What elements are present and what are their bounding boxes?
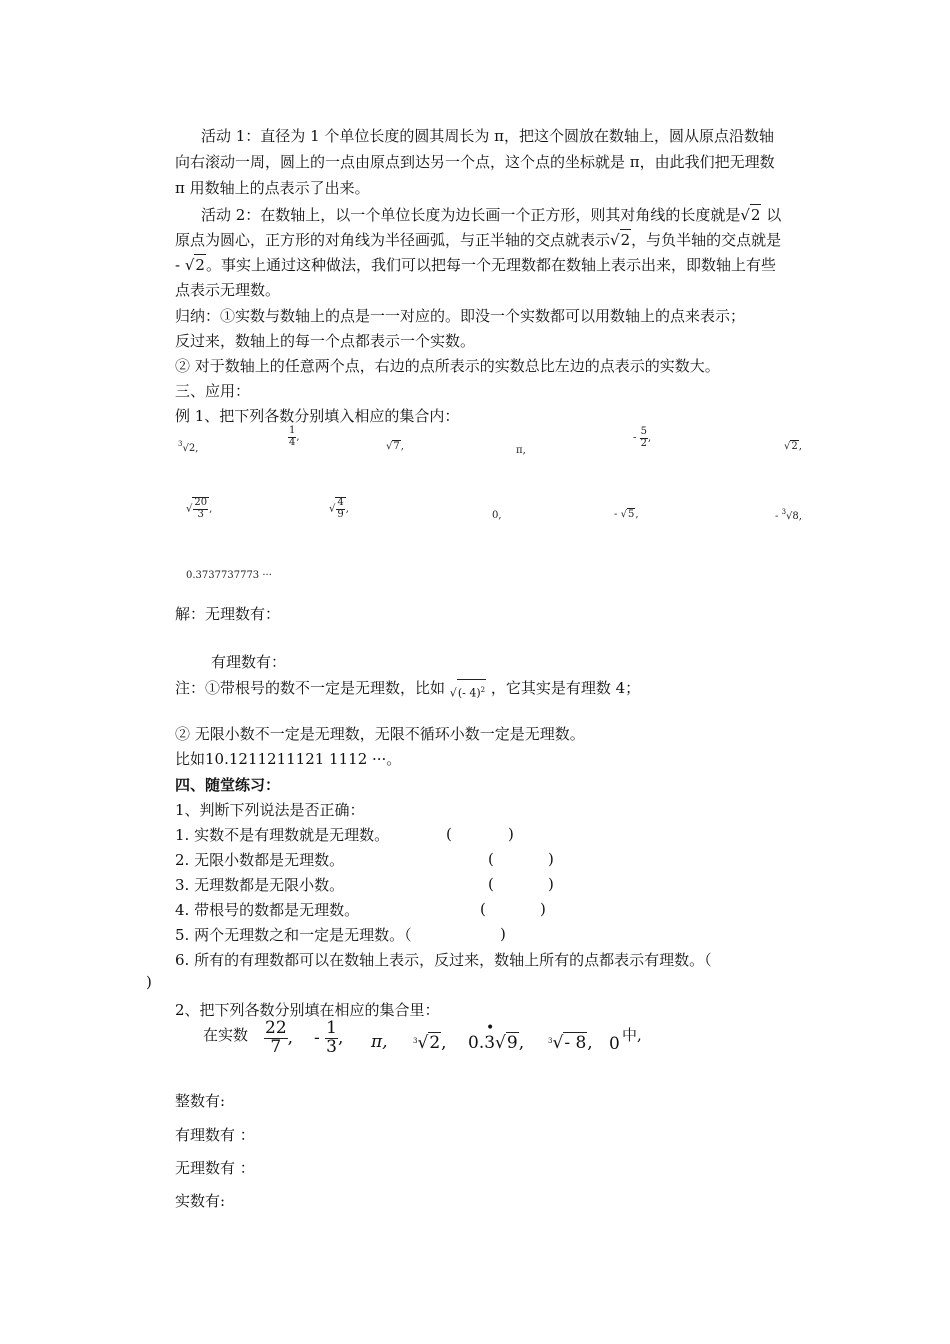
repeating-dot: • (486, 1020, 495, 1036)
question2: 2、把下列各数分别填在相应的集合里： (175, 1001, 440, 1019)
activity1-line3: π 用数轴上的点表示了出来。 (175, 179, 370, 197)
judge-item-2: 2. 无限小数都是无理数。 (175, 851, 345, 869)
number-cbrt2: $^3$√2, (178, 440, 199, 454)
solution-irrational: 解：无理数有： (175, 605, 281, 623)
judge-item-6: 6. 所有的有理数都可以在数轴上表示，反过来，数轴上所有的点都表示有理数。（ (175, 951, 712, 969)
judge-item-1: 1. 实数不是有理数就是无理数。 (175, 826, 390, 844)
answer-paren-open[interactable]: ( (488, 850, 494, 868)
activity2-line2: 原点为圆心，正方形的对角线为半径画弧，与正半轴的交点就表示√2，与负半轴的交点就是 (175, 231, 782, 249)
summary-line2: 反过来，数轴上的每一个点都表示一个实数。 (175, 332, 476, 350)
answer-paren-close[interactable]: ) (500, 925, 506, 943)
answer-reals: 实数有: (175, 1192, 226, 1210)
question2-intro: 在实数 (203, 1026, 249, 1044)
answer-paren-close[interactable]: ) (540, 900, 546, 918)
activity2-line4: 点表示无理数。 (175, 281, 281, 299)
section3-title: 三、应用： (175, 382, 251, 400)
solution-rational: 有理数有： (211, 653, 287, 671)
section4-title: 四、随堂练习： (175, 776, 281, 794)
answer-paren-open[interactable]: ( (480, 900, 486, 918)
answer-paren-close[interactable]: ) (508, 825, 514, 843)
judge-item-3: 3. 无理数都是无限小数。 (175, 876, 345, 894)
answer-paren-open[interactable]: ( (446, 825, 452, 843)
activity1-line1: 活动 1：直径为 1 个单位长度的圆其周长为 π，把这个圆放在数轴上，圆从原点沿数轴 (201, 127, 775, 145)
number-neg-cbrt8: - $^3$√8, (775, 508, 802, 522)
number-zero: 0, (492, 510, 502, 521)
answer-rationals: 有理数有 ： (175, 1126, 255, 1144)
number-neg-1-3: - $\frac{1}{3}$ , (314, 1018, 344, 1057)
number-sqrt-4-9: √ $\frac{4}{9}$ , (329, 497, 349, 520)
number-1-4: $\frac{1}{4}$ , (289, 425, 300, 448)
number-sqrt7: √7, (386, 441, 404, 452)
summary-line1: 归纳：①实数与数轴上的点是一一对应的。即没一个实数都可以用数轴上的点来表示； (175, 307, 746, 325)
number-22-7: $\frac{22}{7}$ , (265, 1018, 294, 1057)
answer-paren-close[interactable]: ) (548, 850, 554, 868)
activity1-line2: 向右滚动一周，圆上的一点由原点到达另一个点，这个点的坐标就是 π，由此我们把无理数 (175, 153, 775, 171)
number-repeating-decimal: 0.3√9, (468, 1033, 525, 1053)
number-sqrt-20-3: √ $\frac{20}{3}$ , (186, 497, 213, 520)
number-sqrt2: √2, (784, 441, 802, 452)
activity2-line3: - √2。事实上通过这种做法，我们可以把每一个无理数都在数轴上表示出来，即数轴上有些 (175, 256, 776, 274)
number-neg-5-2: - $\frac{5}{2}$ , (633, 426, 652, 449)
question2-tail: 中, (622, 1026, 642, 1044)
note2: ② 无限小数不一定是无理数，无限不循环小数一定是无理数。 (175, 725, 585, 743)
number-decimal: 0.3737737773 ··· (186, 570, 272, 581)
number-neg-sqrt5: - √5, (614, 509, 639, 520)
number-pi: π, (516, 445, 526, 456)
judge-item-4: 4. 带根号的数都是无理数。 (175, 901, 360, 919)
example1-text: 例 1、把下列各数分别填入相应的集合内： (175, 407, 460, 425)
answer-irrationals: 无理数有 ： (175, 1159, 255, 1177)
judge-item-5: 5. 两个无理数之和一定是无理数。（ (175, 926, 412, 944)
number-cbrt2: $^3$√2, (413, 1033, 447, 1053)
number-cbrt-neg8: $^3$√- 8, (548, 1033, 593, 1053)
note3: 比如10.1211211121 1112 ···。 (175, 750, 402, 768)
number-pi: π, (371, 1032, 388, 1052)
answer-integers: 整数有: (175, 1092, 226, 1110)
number-zero: 0 (609, 1034, 620, 1054)
summary-line3: ② 对于数轴上的任意两个点，右边的点所表示的实数总比左边的点表示的实数大。 (175, 357, 720, 375)
answer-paren-open[interactable]: ( (488, 875, 494, 893)
answer-paren-close[interactable]: ) (146, 973, 152, 991)
answer-paren-close[interactable]: ) (548, 875, 554, 893)
question1: 1、判断下列说法是否正确： (175, 801, 365, 819)
note1: 注：①带根号的数不一定是无理数，比如 √(- 4)$^2$ ，它其实是有理数 4； (175, 678, 640, 704)
activity2-line1: 活动 2：在数轴上，以一个单位长度为边长画一个正方形，则其对角线的长度就是√2 以 (201, 206, 782, 224)
